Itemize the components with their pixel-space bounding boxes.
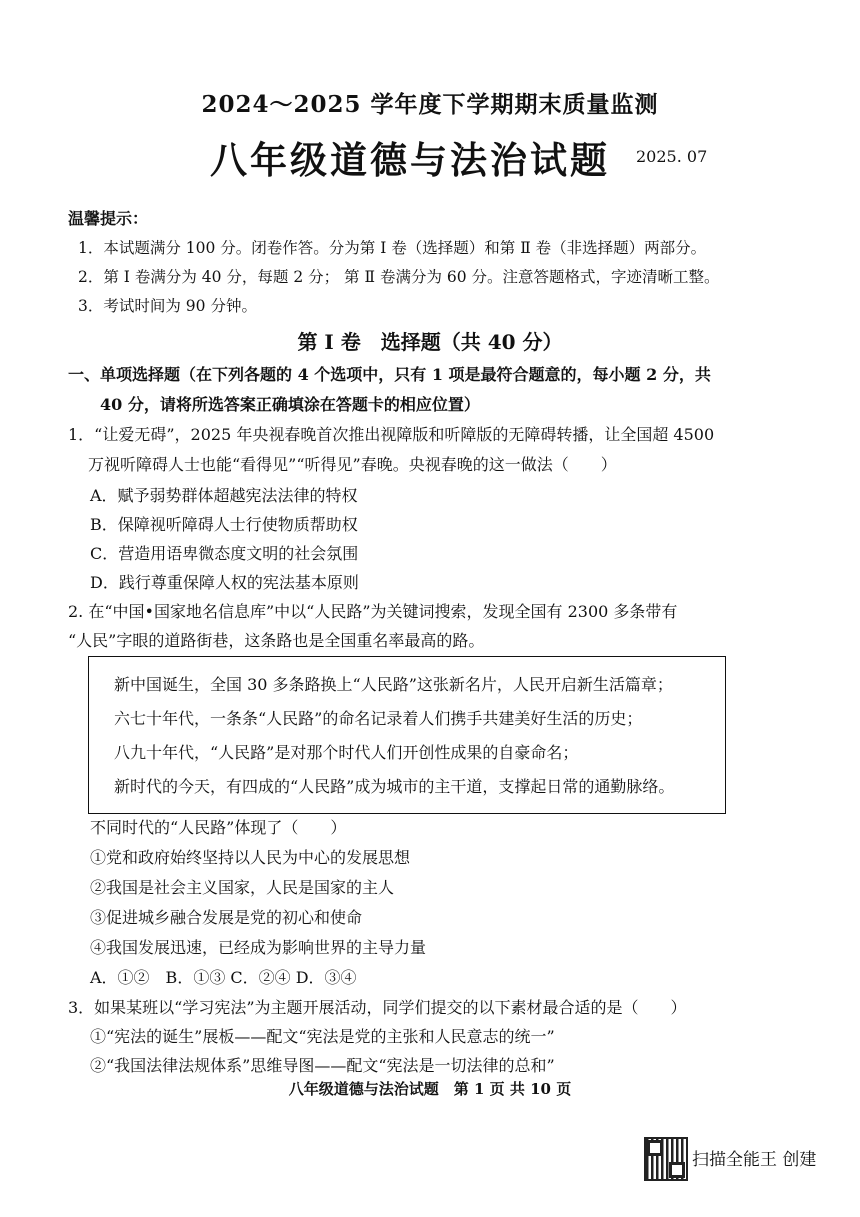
section-instruction-1: 一、单项选择题（在下列各题的 4 个选项中，只有 1 项是最符合题意的，每小题 2 分，共 <box>68 365 711 384</box>
tip-item-2: 2．第 Ⅰ 卷满分为 40 分，每题 2 分； 第 Ⅱ 卷满分为 60 分。注意答题格式，字迹清晰工整。 <box>78 268 720 286</box>
q1-stem-1: 1．“让爱无碍”，2025 年央视春晚首次推出视障版和听障版的无障碍转播，让全国超 4500 <box>68 425 715 444</box>
q2-stem-2: “人民”字眼的道路街巷，这条路也是全国重名率最高的路。 <box>68 631 485 650</box>
q2-item-3: ③促进城乡融合发展是党的初心和使命 <box>90 908 363 927</box>
tips-heading: 温馨提示： <box>68 209 149 228</box>
q2-box-line-3: 八九十年代，“人民路”是对那个时代人们开创性成果的自豪命名； <box>114 743 579 762</box>
q2-box-line-2: 六七十年代，一条条“人民路”的命名记录着人们携手共建美好生活的历史； <box>114 709 643 728</box>
tip-item-3: 3．考试时间为 90 分钟。 <box>78 297 257 315</box>
q2-box-line-4: 新时代的今天，有四成的“人民路”成为城市的主干道，支撑起日常的通勤脉络。 <box>114 777 675 796</box>
q1-option-a: A．赋予弱势群体超越宪法法律的特权 <box>90 486 358 505</box>
section-instruction-2: 40 分，请将所选答案正确填涂在答题卡的相应位置） <box>100 395 480 414</box>
tip-item-1: 1．本试题满分 100 分。闭卷作答。分为第 Ⅰ 卷（选择题）和第 Ⅱ 卷（非选择题）两部分。 <box>78 239 707 257</box>
q2-item-4: ④我国发展迅速，已经成为影响世界的主导力量 <box>90 938 427 957</box>
q1-stem-2: 万视听障碍人士也能“看得见”“听得见”春晚。央视春晚的这一做法（ ） <box>88 455 617 474</box>
scanner-watermark: 扫描全能王 创建 <box>692 1150 817 1170</box>
q3-item-2: ②“我国法律法规体系”思维导图——配文“宪法是一切法律的总和” <box>90 1056 555 1075</box>
page-footer: 八年级道德与法治试题 第 1 页 共 10 页 <box>288 1080 572 1098</box>
q2-options: A．①② B．①③ C．②④ D．③④ <box>90 968 357 987</box>
q3-stem: 3．如果某班以“学习宪法”为主题开展活动，同学们提交的以下素材最合适的是（ ） <box>68 998 687 1017</box>
q1-option-d: D．践行尊重保障人权的宪法基本原则 <box>90 573 359 592</box>
qr-code-icon <box>644 1137 688 1181</box>
q2-item-2: ②我国是社会主义国家，人民是国家的主人 <box>90 878 395 897</box>
q3-item-1: ①“宪法的诞生”展板——配文“宪法是党的主张和人民意志的统一” <box>90 1027 555 1046</box>
exam-subtitle: 2024～2025 学年度下学期期末质量监测 <box>201 91 659 118</box>
q2-item-1: ①党和政府始终坚持以人民为中心的发展思想 <box>90 848 411 867</box>
q1-option-c: C．营造用语卑微态度文明的社会氛围 <box>90 544 359 563</box>
q2-box-line-1: 新中国诞生，全国 30 多条路换上“人民路”这张新名片，人民开启新生活篇章； <box>114 675 673 694</box>
q1-option-b: B．保障视听障碍人士行使物质帮助权 <box>90 515 358 534</box>
exam-title: 八年级道德与法治试题 <box>210 138 610 182</box>
q2-question: 不同时代的“人民路”体现了（ ） <box>90 818 347 837</box>
section-title: 第 Ⅰ 卷 选择题（共 40 分） <box>297 330 563 354</box>
exam-date: 2025. 07 <box>636 147 708 166</box>
q2-stem-1: 2. 在“中国•国家地名信息库”中以“人民路”为关键词搜索，发现全国有 2300 多条带有 <box>68 602 678 621</box>
